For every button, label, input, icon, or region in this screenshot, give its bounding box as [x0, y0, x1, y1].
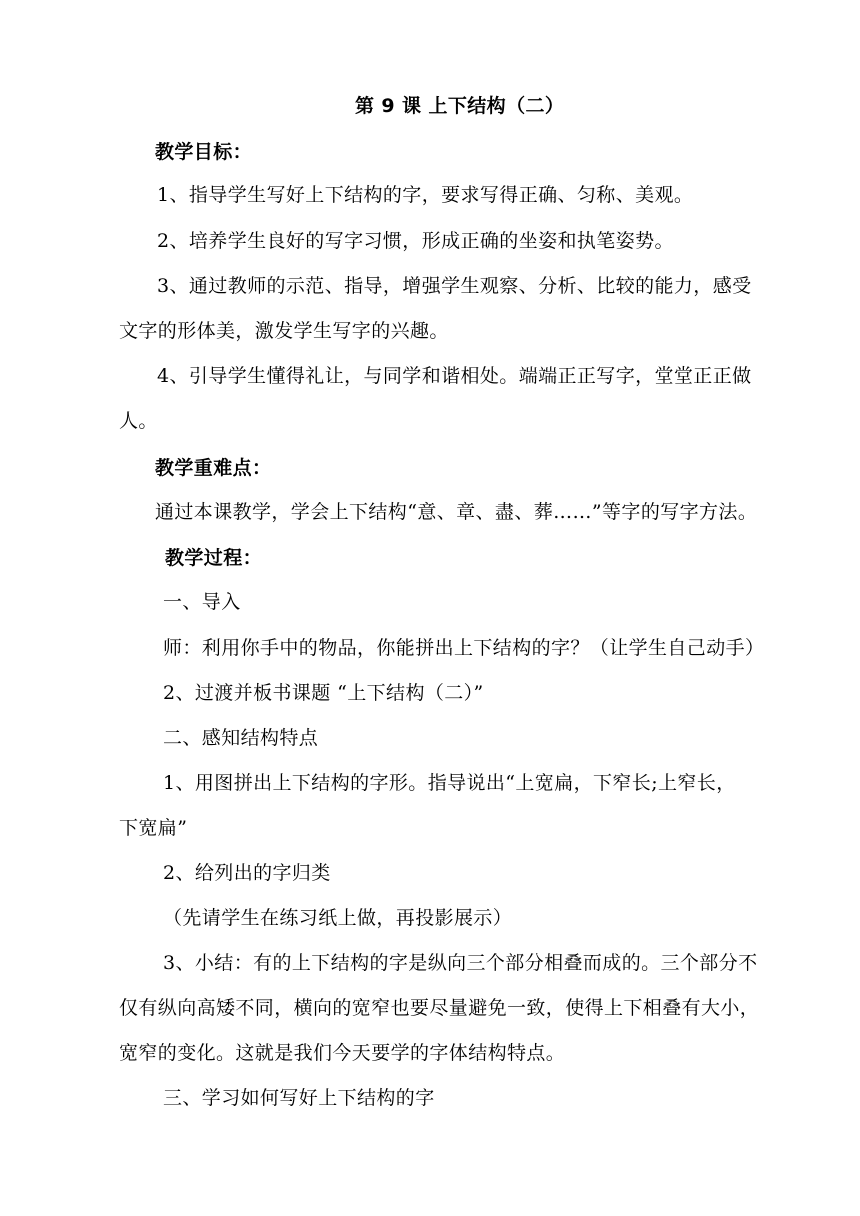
process-line: 1、用图拼出上下结构的字形。指导说出“上宽扁，下窄长;上窄长，	[163, 772, 736, 794]
process-line: 师：利用你手中的物品，你能拼出上下结构的字？（让学生自己动手）	[163, 637, 765, 659]
objective-line: 1、指导学生写好上下结构的字，要求写得正确、匀称、美观。	[157, 184, 694, 206]
process-line: 仅有纵向高矮不同，横向的宽窄也要尽量避免一致，使得上下相叠有大小，	[119, 997, 760, 1019]
process-line: 一、导入	[163, 591, 241, 613]
process-line: 2、过渡并板书课题 “上下结构（二）”	[163, 682, 484, 704]
lesson-title: 第 9 课 上下结构（二）	[355, 95, 565, 117]
process-line: 宽窄的变化。这就是我们今天要学的字体结构特点。	[119, 1042, 566, 1064]
process-line: 3、小结：有的上下结构的字是纵向三个部分相叠而成的。三个部分不	[163, 952, 758, 974]
objective-line: 4、引导学生懂得礼让，与同学和谐相处。端端正正写字，堂堂正正做	[157, 365, 752, 387]
process-line: 三、学习如何写好上下结构的字	[163, 1087, 435, 1109]
process-line: （先请学生在练习纸上做，再投影展示）	[163, 907, 513, 929]
keypoints-heading: 教学重难点：	[155, 457, 272, 479]
objective-line: 2、培养学生良好的写字习惯，形成正确的坐姿和执笔姿势。	[157, 230, 674, 252]
objective-line: 人。	[119, 410, 158, 432]
objectives-heading: 教学目标：	[155, 141, 253, 163]
keypoints-text: 通过本课教学，学会上下结构“意、章、盡、葬……”等字的写字方法。	[155, 501, 758, 523]
process-line: 2、给列出的字归类	[163, 862, 331, 884]
objective-line: 文字的形体美，激发学生写字的兴趣。	[119, 320, 449, 342]
objective-line: 3、通过教师的示范、指导，增强学生观察、分析、比较的能力，感受	[157, 275, 752, 297]
process-line: 下宽扁”	[119, 817, 188, 839]
process-heading: 教学过程：	[165, 547, 263, 569]
process-line: 二、感知结构特点	[163, 727, 319, 749]
